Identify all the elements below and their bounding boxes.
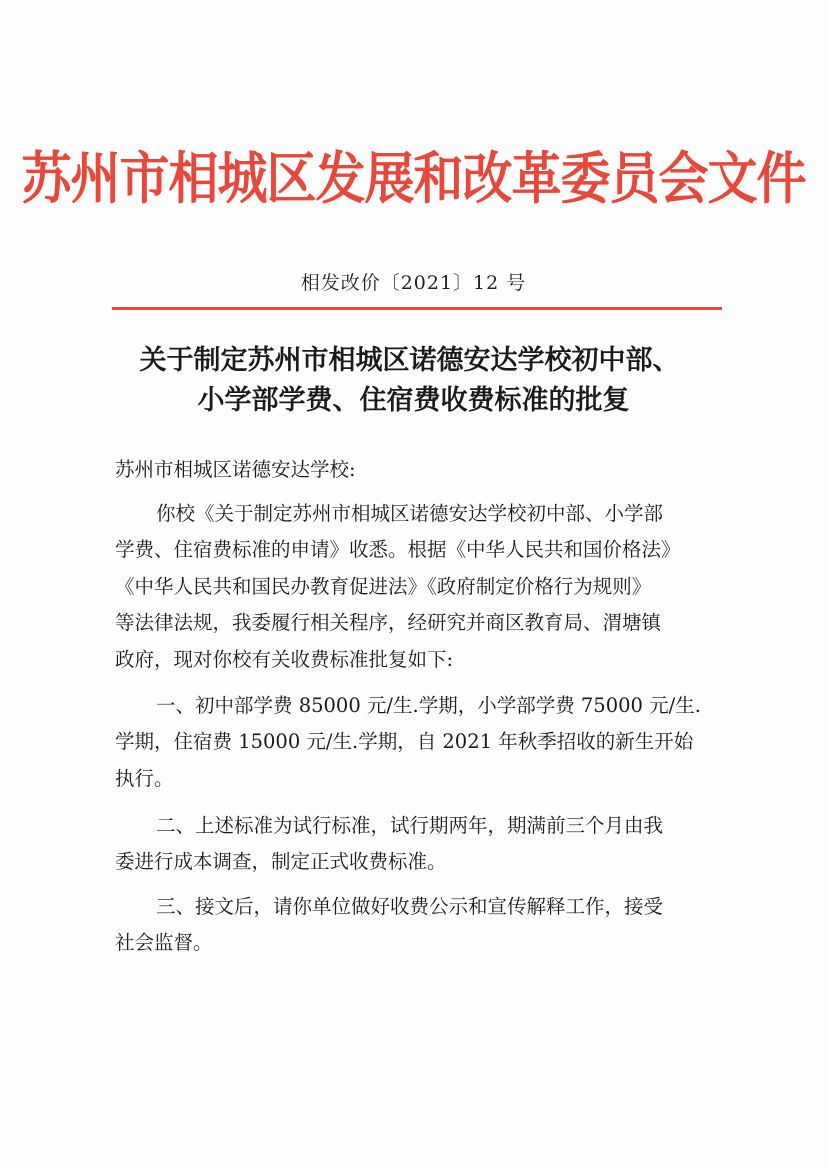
paragraph-2-line: 一、初中部学费 85000 元/生.学期，小学部学费 75000 元/生. [156, 694, 701, 717]
paragraph-1-line: 政府，现对你校有关收费标准批复如下: [115, 647, 454, 671]
subject-title-line-2: 小学部学费、住宿费收费标准的批复 [197, 385, 630, 416]
paragraph-3 [115, 808, 730, 881]
paragraph-1-line: 你校《关于制定苏州市相城区诺德安达学校初中部、小学部 [156, 502, 664, 525]
subject-title-line-1: 关于制定苏州市相城区诺德安达学校初中部、 [139, 345, 680, 376]
paragraph-3-line: 二、上述标准为试行标准，试行期两年，期满前三个月由我 [156, 814, 664, 837]
paragraph-4-line: 三、接文后，请你单位做好收费公示和宣传解释工作，接受 [156, 895, 664, 918]
document-number: 相发改价〔2021〕12 号 [300, 272, 527, 294]
paragraph-4-line: 社会监督。 [115, 931, 213, 955]
issuing-organization-title: 苏州市相城区发展和改革委员会文件 [21, 145, 806, 212]
paragraph-2-line: 学期，住宿费 15000 元/生.学期，自 2021 年秋季招收的新生开始 [115, 730, 694, 754]
paragraph-3-line: 委进行成本调查，制定正式收费标准。 [115, 850, 447, 874]
paragraph-1-line: 等法律法规，我委履行相关程序，经研究并商区教育局、渭塘镇 [115, 611, 662, 635]
paragraph-1 [115, 496, 730, 678]
paragraph-2-line: 执行。 [115, 766, 174, 790]
paragraph-2 [115, 688, 730, 797]
paragraph-1-line: 学费、住宿费标准的申请》收悉。根据《中华人民共和国价格法》 [115, 538, 681, 562]
paragraph-1-line: 《中华人民共和国民办教育促进法》《政府制定价格行为规则》 [115, 574, 652, 598]
paragraph-4 [115, 889, 730, 962]
salutation: 苏州市相城区诺德安达学校: [115, 458, 356, 481]
red-separator-line [112, 307, 722, 310]
